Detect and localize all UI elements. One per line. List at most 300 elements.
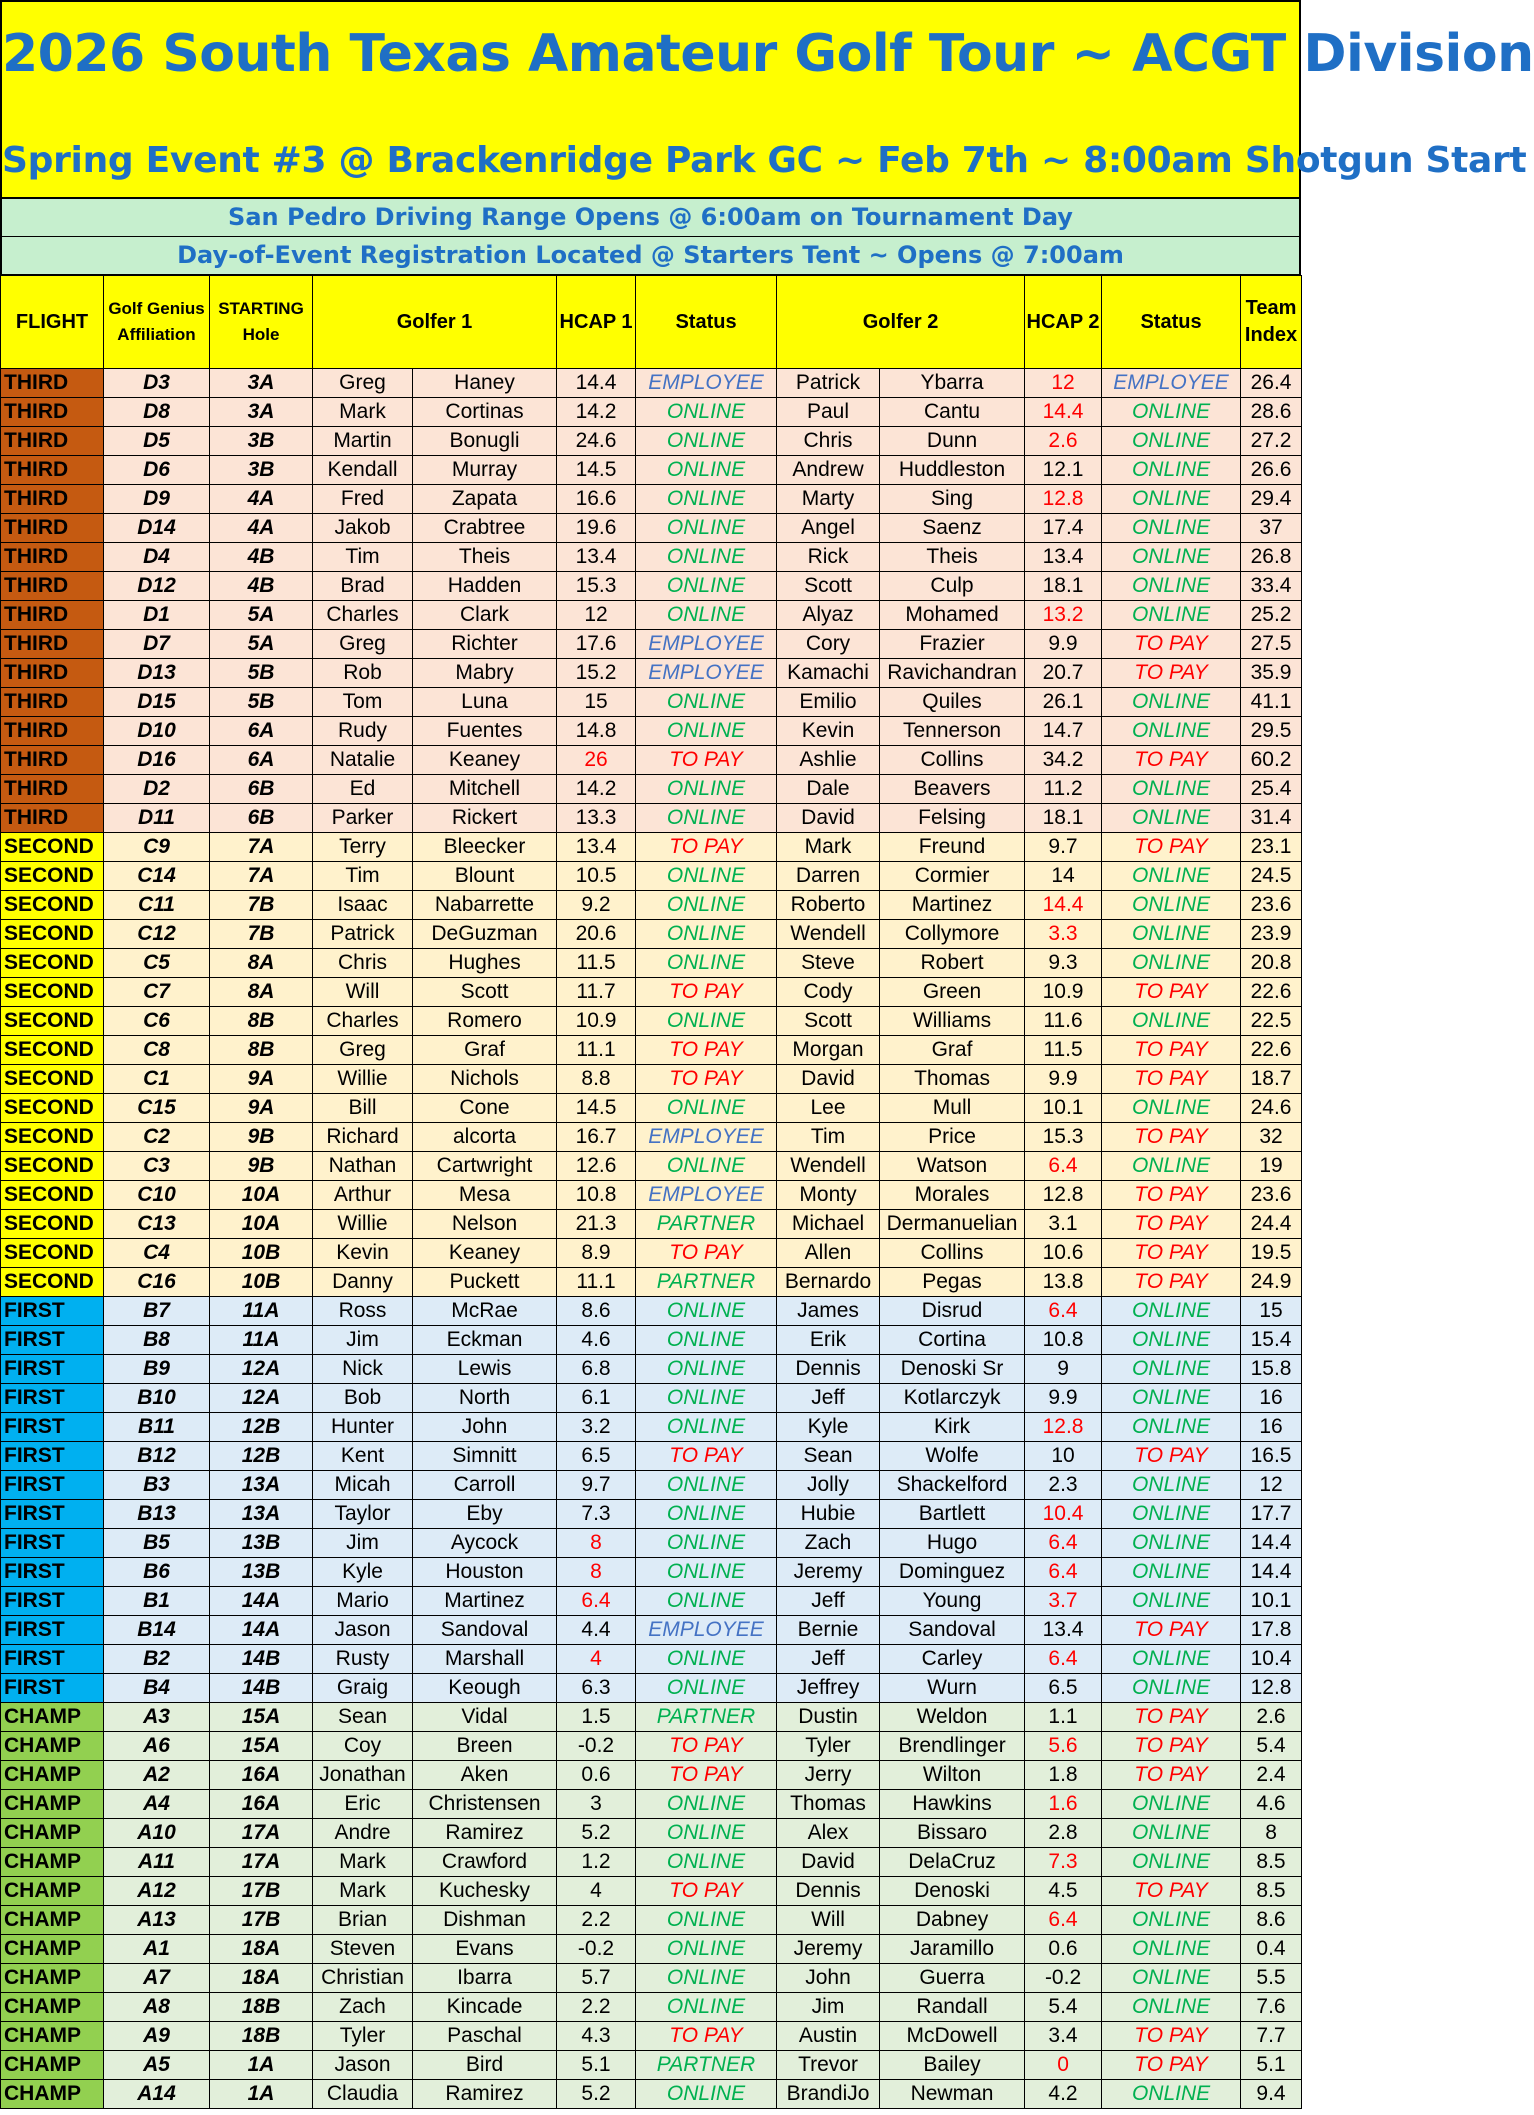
hcap1-cell: 10.9 <box>557 1007 636 1036</box>
golfer1-first-name: Fred <box>313 485 413 514</box>
affiliation-cell: A10 <box>104 1819 210 1848</box>
golfer2-last-name: Dermanuelian <box>880 1210 1025 1239</box>
golfer1-last-name: Ramirez <box>413 1819 557 1848</box>
golfer2-last-name: DelaCruz <box>880 1848 1025 1877</box>
header-golfer-1: Golfer 1 <box>313 276 557 369</box>
golfer2-last-name: Pegas <box>880 1268 1025 1297</box>
starting-hole-cell: 15A <box>210 1703 313 1732</box>
hcap1-cell: 19.6 <box>557 514 636 543</box>
hcap2-cell: 11.5 <box>1025 1036 1102 1065</box>
golfer2-last-name: Tennerson <box>880 717 1025 746</box>
status1-cell: PARTNER <box>636 1210 777 1239</box>
team-index-cell: 17.7 <box>1241 1500 1302 1529</box>
golfer2-last-name: Theis <box>880 543 1025 572</box>
table-row <box>1 630 1302 659</box>
table-row <box>1 1297 1302 1326</box>
starting-hole-cell: 10B <box>210 1268 313 1297</box>
hcap1-cell: 0.6 <box>557 1761 636 1790</box>
status2-cell: ONLINE <box>1102 920 1241 949</box>
hcap2-cell: 12.8 <box>1025 485 1102 514</box>
affiliation-cell: C8 <box>104 1036 210 1065</box>
affiliation-cell: D11 <box>104 804 210 833</box>
status2-cell: ONLINE <box>1102 485 1241 514</box>
golfer1-last-name: Christensen <box>413 1790 557 1819</box>
status2-cell: ONLINE <box>1102 1848 1241 1877</box>
hcap2-cell: 14.7 <box>1025 717 1102 746</box>
starting-hole-cell: 8B <box>210 1036 313 1065</box>
flight-cell: SECOND <box>1 1123 104 1152</box>
hcap1-cell: 4.4 <box>557 1616 636 1645</box>
team-index-cell: 15.8 <box>1241 1355 1302 1384</box>
table-row <box>1 688 1302 717</box>
team-index-cell: 29.5 <box>1241 717 1302 746</box>
flight-cell: CHAMP <box>1 1790 104 1819</box>
header-team-index: Team Index <box>1241 276 1302 369</box>
golfer2-first-name: Jeff <box>777 1384 880 1413</box>
starting-hole-cell: 6A <box>210 746 313 775</box>
flight-cell: FIRST <box>1 1355 104 1384</box>
golfer1-first-name: Claudia <box>313 2080 413 2109</box>
golfer2-last-name: Guerra <box>880 1964 1025 1993</box>
golfer2-first-name: Allen <box>777 1239 880 1268</box>
golfer1-last-name: Dishman <box>413 1906 557 1935</box>
starting-hole-cell: 12A <box>210 1355 313 1384</box>
starting-hole-cell: 7B <box>210 891 313 920</box>
hcap2-cell: 12 <box>1025 369 1102 398</box>
hcap1-cell: 16.7 <box>557 1123 636 1152</box>
starting-hole-cell: 3A <box>210 398 313 427</box>
golfer1-last-name: Martinez <box>413 1587 557 1616</box>
golfer2-last-name: Hugo <box>880 1529 1025 1558</box>
status2-cell: TO PAY <box>1102 2022 1241 2051</box>
team-index-cell: 27.2 <box>1241 427 1302 456</box>
status2-cell: ONLINE <box>1102 1500 1241 1529</box>
golfer2-first-name: Cody <box>777 978 880 1007</box>
starting-hole-cell: 8A <box>210 978 313 1007</box>
golfer2-last-name: Collins <box>880 1239 1025 1268</box>
flight-cell: CHAMP <box>1 1732 104 1761</box>
flight-cell: CHAMP <box>1 1877 104 1906</box>
golfer2-last-name: Price <box>880 1123 1025 1152</box>
status1-cell: ONLINE <box>636 456 777 485</box>
hcap1-cell: 13.3 <box>557 804 636 833</box>
flight-cell: THIRD <box>1 746 104 775</box>
team-index-cell: 8.5 <box>1241 1848 1302 1877</box>
affiliation-cell: B13 <box>104 1500 210 1529</box>
starting-hole-cell: 6A <box>210 717 313 746</box>
golfer2-first-name: Austin <box>777 2022 880 2051</box>
flight-cell: FIRST <box>1 1529 104 1558</box>
status1-cell: ONLINE <box>636 1152 777 1181</box>
golfer1-last-name: Bleecker <box>413 833 557 862</box>
hcap1-cell: 9.2 <box>557 891 636 920</box>
team-index-cell: 33.4 <box>1241 572 1302 601</box>
flight-cell: FIRST <box>1 1442 104 1471</box>
starting-hole-cell: 10A <box>210 1181 313 1210</box>
table-row <box>1 1732 1302 1761</box>
pairings-body <box>1 369 1302 2109</box>
table-row <box>1 775 1302 804</box>
golfer2-first-name: Morgan <box>777 1036 880 1065</box>
flight-cell: FIRST <box>1 1297 104 1326</box>
golfer2-last-name: Morales <box>880 1181 1025 1210</box>
affiliation-cell: B5 <box>104 1529 210 1558</box>
table-row <box>1 485 1302 514</box>
golfer1-last-name: Theis <box>413 543 557 572</box>
status2-cell: ONLINE <box>1102 1413 1241 1442</box>
status1-cell: ONLINE <box>636 1558 777 1587</box>
starting-hole-cell: 14B <box>210 1645 313 1674</box>
hcap1-cell: 2.2 <box>557 1906 636 1935</box>
team-index-cell: 8.6 <box>1241 1906 1302 1935</box>
affiliation-cell: B4 <box>104 1674 210 1703</box>
team-index-cell: 10.1 <box>1241 1587 1302 1616</box>
golfer2-last-name: Ravichandran <box>880 659 1025 688</box>
team-index-cell: 2.6 <box>1241 1703 1302 1732</box>
hcap1-cell: 3.2 <box>557 1413 636 1442</box>
golfer1-first-name: Hunter <box>313 1413 413 1442</box>
golfer2-last-name: Bissaro <box>880 1819 1025 1848</box>
hcap2-cell: 3.3 <box>1025 920 1102 949</box>
table-row <box>1 514 1302 543</box>
golfer1-last-name: Houston <box>413 1558 557 1587</box>
golfer2-last-name: Denoski Sr <box>880 1355 1025 1384</box>
table-row <box>1 1616 1302 1645</box>
golfer1-first-name: Rusty <box>313 1645 413 1674</box>
starting-hole-cell: 5B <box>210 659 313 688</box>
status1-cell: ONLINE <box>636 1848 777 1877</box>
golfer1-last-name: Nichols <box>413 1065 557 1094</box>
flight-cell: SECOND <box>1 920 104 949</box>
golfer1-last-name: Cartwright <box>413 1152 557 1181</box>
header-status-2: Status <box>1102 276 1241 369</box>
starting-hole-cell: 18B <box>210 1993 313 2022</box>
flight-cell: THIRD <box>1 572 104 601</box>
golfer1-first-name: Richard <box>313 1123 413 1152</box>
table-row <box>1 1181 1302 1210</box>
flight-cell: CHAMP <box>1 1761 104 1790</box>
hcap2-cell: 14.4 <box>1025 398 1102 427</box>
status2-cell: ONLINE <box>1102 804 1241 833</box>
affiliation-cell: D14 <box>104 514 210 543</box>
table-row <box>1 1036 1302 1065</box>
status1-cell: ONLINE <box>636 1993 777 2022</box>
golfer1-last-name: Aycock <box>413 1529 557 1558</box>
starting-hole-cell: 5A <box>210 630 313 659</box>
hcap2-cell: 10.8 <box>1025 1326 1102 1355</box>
table-header-row <box>1 276 1302 369</box>
golfer1-last-name: McRae <box>413 1297 557 1326</box>
golfer2-last-name: Dunn <box>880 427 1025 456</box>
starting-hole-cell: 13B <box>210 1529 313 1558</box>
team-index-cell: 25.4 <box>1241 775 1302 804</box>
affiliation-cell: A1 <box>104 1935 210 1964</box>
golfer1-last-name: Carroll <box>413 1471 557 1500</box>
golfer1-first-name: Christian <box>313 1964 413 1993</box>
status1-cell: ONLINE <box>636 1471 777 1500</box>
status2-cell: ONLINE <box>1102 514 1241 543</box>
golfer2-last-name: Weldon <box>880 1703 1025 1732</box>
golfer1-first-name: Natalie <box>313 746 413 775</box>
table-row <box>1 2080 1302 2109</box>
team-index-cell: 14.4 <box>1241 1558 1302 1587</box>
team-index-cell: 24.6 <box>1241 1094 1302 1123</box>
starting-hole-cell: 9A <box>210 1094 313 1123</box>
golfer1-first-name: Ed <box>313 775 413 804</box>
starting-hole-cell: 5B <box>210 688 313 717</box>
starting-hole-cell: 4B <box>210 572 313 601</box>
flight-cell: THIRD <box>1 514 104 543</box>
hcap1-cell: 5.2 <box>557 1819 636 1848</box>
golfer1-last-name: Romero <box>413 1007 557 1036</box>
affiliation-cell: C13 <box>104 1210 210 1239</box>
status1-cell: ONLINE <box>636 1500 777 1529</box>
golfer2-last-name: Wurn <box>880 1674 1025 1703</box>
golfer2-first-name: Emilio <box>777 688 880 717</box>
golfer2-first-name: David <box>777 804 880 833</box>
flight-cell: FIRST <box>1 1471 104 1500</box>
status1-cell: ONLINE <box>636 1355 777 1384</box>
status2-cell: ONLINE <box>1102 891 1241 920</box>
golfer2-last-name: Cormier <box>880 862 1025 891</box>
hcap2-cell: 10.1 <box>1025 1094 1102 1123</box>
status1-cell: ONLINE <box>636 1007 777 1036</box>
golfer1-first-name: Andre <box>313 1819 413 1848</box>
golfer2-last-name: Bartlett <box>880 1500 1025 1529</box>
golfer2-first-name: John <box>777 1964 880 1993</box>
hcap2-cell: 34.2 <box>1025 746 1102 775</box>
golfer1-first-name: Bill <box>313 1094 413 1123</box>
hcap2-cell: 6.4 <box>1025 1645 1102 1674</box>
golfer2-first-name: Lee <box>777 1094 880 1123</box>
team-index-cell: 5.1 <box>1241 2051 1302 2080</box>
golfer1-first-name: Bob <box>313 1384 413 1413</box>
hcap2-cell: 0 <box>1025 2051 1102 2080</box>
flight-cell: THIRD <box>1 659 104 688</box>
starting-hole-cell: 9B <box>210 1152 313 1181</box>
golfer2-last-name: Carley <box>880 1645 1025 1674</box>
hcap1-cell: 13.4 <box>557 543 636 572</box>
golfer2-last-name: Mull <box>880 1094 1025 1123</box>
golfer2-first-name: BrandiJo <box>777 2080 880 2109</box>
flight-cell: CHAMP <box>1 2022 104 2051</box>
golfer1-first-name: Kent <box>313 1442 413 1471</box>
table-row <box>1 1645 1302 1674</box>
table-row <box>1 1935 1302 1964</box>
table-row <box>1 1500 1302 1529</box>
affiliation-cell: C14 <box>104 862 210 891</box>
status1-cell: ONLINE <box>636 1964 777 1993</box>
table-row <box>1 1674 1302 1703</box>
golfer2-last-name: Beavers <box>880 775 1025 804</box>
status1-cell: EMPLOYEE <box>636 369 777 398</box>
team-index-cell: 5.4 <box>1241 1732 1302 1761</box>
golfer1-first-name: Coy <box>313 1732 413 1761</box>
golfer1-first-name: Jason <box>313 1616 413 1645</box>
affiliation-cell: C1 <box>104 1065 210 1094</box>
golfer1-last-name: alcorta <box>413 1123 557 1152</box>
golfer1-first-name: Arthur <box>313 1181 413 1210</box>
golfer2-first-name: Andrew <box>777 456 880 485</box>
team-index-cell: 12 <box>1241 1471 1302 1500</box>
affiliation-cell: C4 <box>104 1239 210 1268</box>
golfer2-first-name: Marty <box>777 485 880 514</box>
golfer2-first-name: Alex <box>777 1819 880 1848</box>
header-status-1: Status <box>636 276 777 369</box>
golfer1-last-name: Nelson <box>413 1210 557 1239</box>
golfer2-last-name: Shackelford <box>880 1471 1025 1500</box>
starting-hole-cell: 14B <box>210 1674 313 1703</box>
hcap2-cell: -0.2 <box>1025 1964 1102 1993</box>
status2-cell: TO PAY <box>1102 1732 1241 1761</box>
hcap1-cell: 11.5 <box>557 949 636 978</box>
status1-cell: ONLINE <box>636 1674 777 1703</box>
table-row <box>1 2051 1302 2080</box>
starting-hole-cell: 6B <box>210 775 313 804</box>
hcap2-cell: 1.1 <box>1025 1703 1102 1732</box>
hcap2-cell: 3.4 <box>1025 2022 1102 2051</box>
golfer2-first-name: James <box>777 1297 880 1326</box>
hcap2-cell: 18.1 <box>1025 572 1102 601</box>
golfer1-first-name: Jakob <box>313 514 413 543</box>
golfer2-last-name: Mohamed <box>880 601 1025 630</box>
affiliation-cell: C5 <box>104 949 210 978</box>
golfer1-last-name: Sandoval <box>413 1616 557 1645</box>
affiliation-cell: C15 <box>104 1094 210 1123</box>
golfer2-last-name: Freund <box>880 833 1025 862</box>
status1-cell: TO PAY <box>636 746 777 775</box>
status2-cell: TO PAY <box>1102 1442 1241 1471</box>
status1-cell: EMPLOYEE <box>636 1181 777 1210</box>
team-index-cell: 24.5 <box>1241 862 1302 891</box>
flight-cell: THIRD <box>1 485 104 514</box>
starting-hole-cell: 16A <box>210 1790 313 1819</box>
table-row <box>1 601 1302 630</box>
golfer1-first-name: Tim <box>313 862 413 891</box>
status2-cell: TO PAY <box>1102 1761 1241 1790</box>
golfer2-first-name: Jerry <box>777 1761 880 1790</box>
golfer2-first-name: Paul <box>777 398 880 427</box>
hcap1-cell: 6.3 <box>557 1674 636 1703</box>
hcap2-cell: 14 <box>1025 862 1102 891</box>
team-index-cell: 35.9 <box>1241 659 1302 688</box>
table-row <box>1 891 1302 920</box>
team-index-cell: 7.7 <box>1241 2022 1302 2051</box>
hcap1-cell: 8 <box>557 1529 636 1558</box>
golfer2-first-name: Cory <box>777 630 880 659</box>
team-index-cell: 31.4 <box>1241 804 1302 833</box>
hcap2-cell: 9 <box>1025 1355 1102 1384</box>
golfer2-first-name: Will <box>777 1906 880 1935</box>
affiliation-cell: A13 <box>104 1906 210 1935</box>
hcap2-cell: 5.6 <box>1025 1732 1102 1761</box>
status1-cell: ONLINE <box>636 1384 777 1413</box>
golfer1-first-name: Greg <box>313 369 413 398</box>
golfer2-last-name: Robert <box>880 949 1025 978</box>
hcap1-cell: 4 <box>557 1645 636 1674</box>
hcap1-cell: 1.5 <box>557 1703 636 1732</box>
golfer2-first-name: Thomas <box>777 1790 880 1819</box>
affiliation-cell: D15 <box>104 688 210 717</box>
golfer1-last-name: Crawford <box>413 1848 557 1877</box>
affiliation-cell: A6 <box>104 1732 210 1761</box>
hcap1-cell: 2.2 <box>557 1993 636 2022</box>
team-index-cell: 9.4 <box>1241 2080 1302 2109</box>
starting-hole-cell: 14A <box>210 1616 313 1645</box>
golfer2-last-name: Quiles <box>880 688 1025 717</box>
affiliation-cell: C2 <box>104 1123 210 1152</box>
golfer2-last-name: Huddleston <box>880 456 1025 485</box>
affiliation-cell: D12 <box>104 572 210 601</box>
golfer1-first-name: Greg <box>313 630 413 659</box>
golfer1-first-name: Will <box>313 978 413 1007</box>
hcap2-cell: 4.2 <box>1025 2080 1102 2109</box>
hcap1-cell: 11.1 <box>557 1268 636 1297</box>
hcap1-cell: 1.2 <box>557 1848 636 1877</box>
golfer2-first-name: Dustin <box>777 1703 880 1732</box>
hcap1-cell: 13.4 <box>557 833 636 862</box>
affiliation-cell: C10 <box>104 1181 210 1210</box>
table-row <box>1 1355 1302 1384</box>
golfer1-first-name: Willie <box>313 1210 413 1239</box>
starting-hole-cell: 1A <box>210 2051 313 2080</box>
table-row <box>1 1065 1302 1094</box>
flight-cell: SECOND <box>1 862 104 891</box>
golfer2-last-name: Ybarra <box>880 369 1025 398</box>
golfer2-last-name: Cantu <box>880 398 1025 427</box>
status1-cell: TO PAY <box>636 1239 777 1268</box>
golfer2-last-name: Williams <box>880 1007 1025 1036</box>
hcap2-cell: 5.4 <box>1025 1993 1102 2022</box>
affiliation-cell: C7 <box>104 978 210 1007</box>
status1-cell: TO PAY <box>636 1065 777 1094</box>
golfer2-last-name: Brendlinger <box>880 1732 1025 1761</box>
status2-cell: TO PAY <box>1102 1703 1241 1732</box>
golfer2-last-name: Bailey <box>880 2051 1025 2080</box>
hcap1-cell: 7.3 <box>557 1500 636 1529</box>
status1-cell: EMPLOYEE <box>636 1123 777 1152</box>
golfer2-last-name: Martinez <box>880 891 1025 920</box>
status2-cell: ONLINE <box>1102 1964 1241 1993</box>
hcap1-cell: 8 <box>557 1558 636 1587</box>
status1-cell: ONLINE <box>636 891 777 920</box>
status2-cell: ONLINE <box>1102 1152 1241 1181</box>
golfer2-first-name: Roberto <box>777 891 880 920</box>
hcap1-cell: -0.2 <box>557 1935 636 1964</box>
starting-hole-cell: 11A <box>210 1297 313 1326</box>
golfer2-last-name: Thomas <box>880 1065 1025 1094</box>
starting-hole-cell: 7A <box>210 862 313 891</box>
golfer1-last-name: Vidal <box>413 1703 557 1732</box>
hcap1-cell: 21.3 <box>557 1210 636 1239</box>
flight-cell: THIRD <box>1 543 104 572</box>
hcap2-cell: 12.1 <box>1025 456 1102 485</box>
hcap2-cell: 9.7 <box>1025 833 1102 862</box>
team-index-cell: 24.9 <box>1241 1268 1302 1297</box>
affiliation-cell: B14 <box>104 1616 210 1645</box>
flight-cell: FIRST <box>1 1616 104 1645</box>
flight-cell: THIRD <box>1 630 104 659</box>
golfer2-first-name: Wendell <box>777 920 880 949</box>
golfer2-last-name: McDowell <box>880 2022 1025 2051</box>
hcap2-cell: 1.6 <box>1025 1790 1102 1819</box>
team-index-cell: 37 <box>1241 514 1302 543</box>
table-row <box>1 949 1302 978</box>
team-index-cell: 15 <box>1241 1297 1302 1326</box>
golfer1-last-name: Ibarra <box>413 1964 557 1993</box>
header-flight: FLIGHT <box>1 276 104 369</box>
status1-cell: TO PAY <box>636 833 777 862</box>
